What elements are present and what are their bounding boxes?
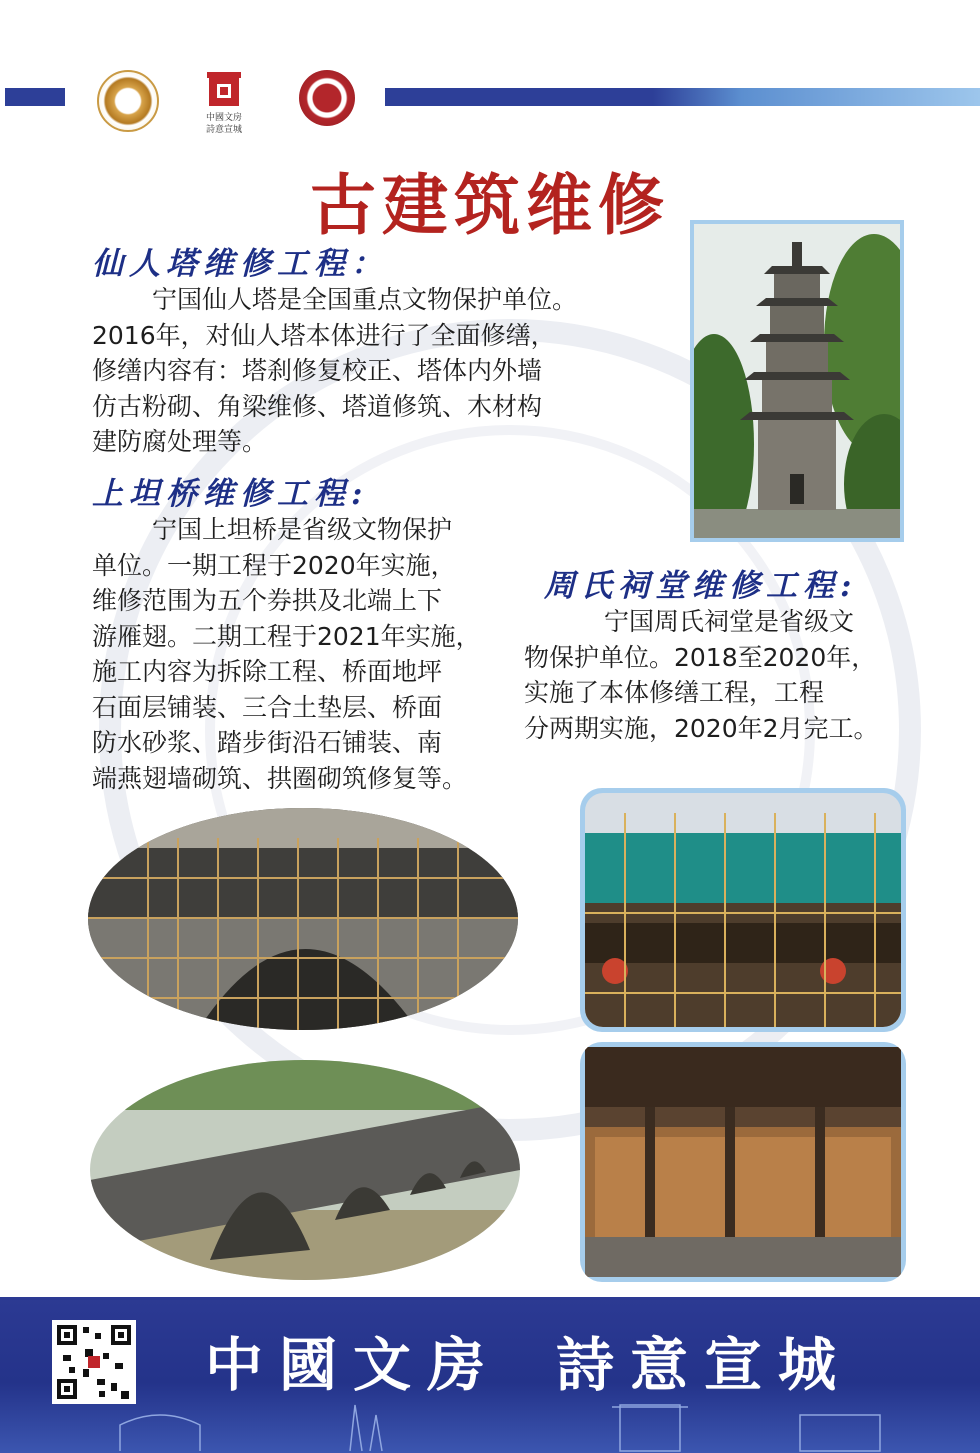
text-line: 施工内容为拆除工程、桥面地坪 bbox=[92, 657, 443, 686]
hall-interior-photo bbox=[580, 1042, 906, 1282]
text-line: 建防腐处理等。 bbox=[92, 427, 268, 456]
header-bar-left bbox=[5, 88, 65, 106]
section-text-bridge bbox=[92, 512, 532, 796]
footer-slogan-right: 詩意宣城 bbox=[556, 1331, 853, 1399]
text-line: 端燕翅墙砌筑、拱圈砌筑修复等。 bbox=[92, 763, 468, 793]
text-line: 石面层铺装、三合土垫层、桥面 bbox=[92, 692, 443, 722]
text-line: 分两期实施，2020年2月完工。 bbox=[524, 713, 879, 743]
bridge-scaffold-photo bbox=[88, 808, 518, 1030]
red-round-badge-icon bbox=[299, 70, 355, 126]
logo-caption-line1: 中國文房 bbox=[205, 113, 242, 123]
text-line: 2016年，对仙人塔本体进行了全面修缮， bbox=[92, 320, 556, 350]
header-bar-right bbox=[385, 88, 980, 106]
section-heading-ancestral-hall: 周氏祠堂维修工程: bbox=[544, 568, 858, 604]
pagoda-photo bbox=[690, 220, 904, 542]
text-line: 宁国上坦桥是省级文物保护 bbox=[152, 515, 453, 544]
bridge-finished-photo bbox=[90, 1060, 520, 1280]
text-line: 维修范围为五个券拱及北端上下 bbox=[92, 586, 443, 615]
section-text-pagoda bbox=[92, 282, 692, 460]
text-line: 修缮内容有：塔刹修复校正、塔体内外墙 bbox=[92, 356, 543, 385]
text-line: 物保护单位。2018至2020年， bbox=[524, 642, 877, 672]
logo-caption-line2: 詩意宣城 bbox=[205, 125, 242, 135]
hall-scaffold-photo bbox=[580, 788, 906, 1032]
page-title: 古建筑维修 bbox=[310, 167, 670, 244]
golden-ring-emblem-icon bbox=[97, 70, 159, 132]
text-line: 宁国仙人塔是全国重点文物保护单位。 bbox=[152, 285, 578, 314]
text-line: 单位。一期工程于2020年实施， bbox=[92, 550, 456, 580]
footer-slogan-left: 中國文房 bbox=[205, 1331, 502, 1399]
section-heading-pagoda: 仙人塔维修工程： bbox=[92, 246, 388, 282]
qr-code-icon bbox=[52, 1320, 136, 1404]
section-text-ancestral-hall bbox=[524, 604, 934, 746]
section-heading-bridge: 上坦桥维修工程: bbox=[92, 476, 369, 512]
text-line: 宁国周氏祠堂是省级文 bbox=[604, 607, 855, 636]
red-seal-emblem-icon bbox=[205, 68, 243, 108]
text-line: 实施了本体修缮工程，工程 bbox=[524, 678, 825, 707]
text-line: 防水砂浆、踏步街沿石铺装、南 bbox=[92, 728, 443, 757]
text-line: 游雁翅。二期工程于2021年实施， bbox=[92, 621, 481, 651]
text-line: 仿古粉砌、角梁维修、塔道修筑、木材构 bbox=[92, 391, 543, 421]
